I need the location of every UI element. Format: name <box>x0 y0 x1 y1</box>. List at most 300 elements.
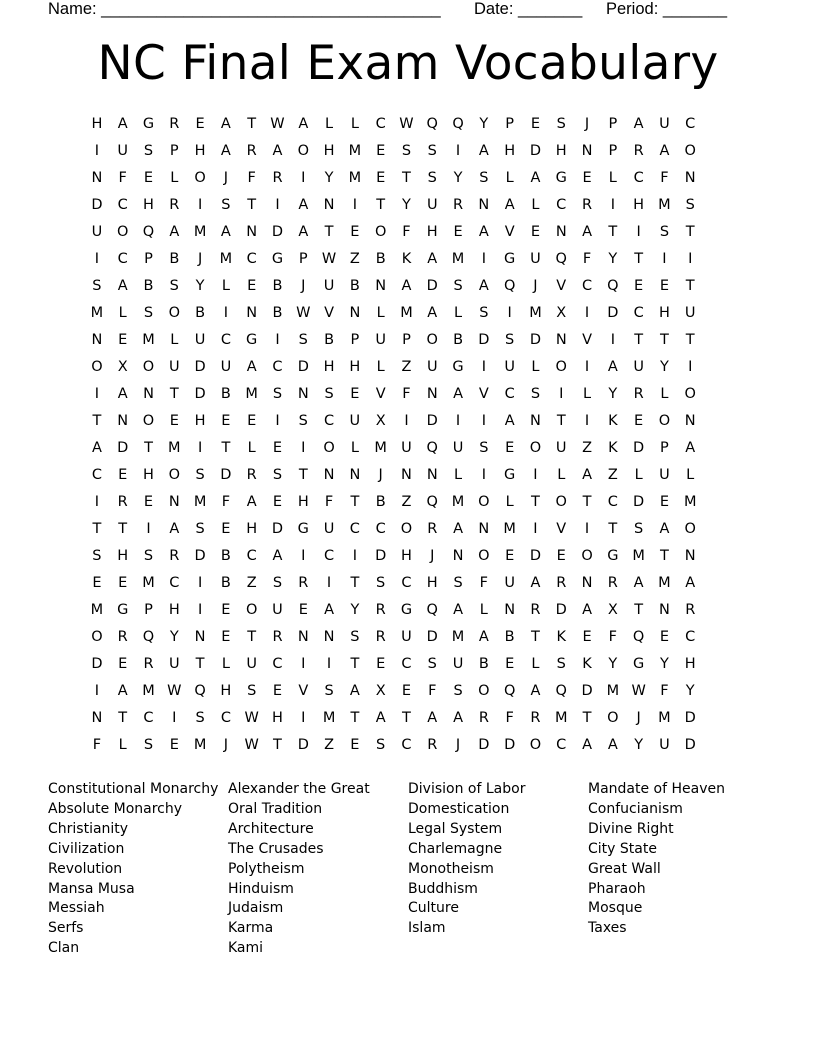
grid-letter[interactable]: A <box>272 143 283 159</box>
grid-letter[interactable]: B <box>478 656 489 672</box>
grid-letter[interactable]: E <box>350 737 360 753</box>
grid-letter[interactable]: E <box>634 413 644 429</box>
grid-letter[interactable]: H <box>684 656 696 672</box>
grid-letter[interactable]: U <box>168 359 180 375</box>
grid-letter[interactable]: I <box>301 548 306 564</box>
grid-letter[interactable]: N <box>246 224 258 240</box>
grid-letter[interactable]: E <box>350 386 360 402</box>
grid-letter[interactable]: E <box>659 494 670 510</box>
grid-letter[interactable]: G <box>400 602 413 618</box>
grid-letter[interactable]: A <box>685 575 696 591</box>
grid-letter[interactable]: B <box>195 305 206 321</box>
grid-letter[interactable]: O <box>400 521 413 537</box>
grid-letter[interactable]: H <box>272 710 283 726</box>
grid-letter[interactable]: M <box>348 143 362 159</box>
grid-letter[interactable]: F <box>660 170 669 186</box>
grid-letter[interactable]: S <box>143 143 154 159</box>
grid-letter[interactable]: F <box>402 224 411 240</box>
grid-letter[interactable]: J <box>223 170 229 186</box>
grid-letter[interactable]: M <box>658 575 671 591</box>
grid-letter[interactable]: U <box>349 413 361 429</box>
grid-letter[interactable]: I <box>352 197 357 213</box>
grid-letter[interactable]: E <box>401 683 412 699</box>
grid-letter[interactable]: S <box>195 467 205 483</box>
grid-letter[interactable]: M <box>658 710 671 726</box>
grid-letter[interactable]: M <box>451 629 465 645</box>
grid-letter[interactable]: N <box>504 602 516 618</box>
grid-letter[interactable]: E <box>195 116 205 132</box>
grid-letter[interactable]: F <box>660 683 669 699</box>
grid-letter[interactable]: H <box>426 575 438 591</box>
grid-letter[interactable]: U <box>452 656 464 672</box>
grid-letter[interactable]: N <box>401 467 412 483</box>
grid-letter[interactable]: A <box>427 251 438 267</box>
grid-letter[interactable]: Y <box>350 602 360 618</box>
grid-letter[interactable]: O <box>194 170 206 186</box>
grid-letter[interactable]: A <box>246 494 257 510</box>
grid-letter[interactable]: I <box>533 467 538 483</box>
grid-letter[interactable]: A <box>117 386 128 402</box>
grid-letter[interactable]: M <box>193 224 207 240</box>
grid-letter[interactable]: D <box>375 548 387 564</box>
grid-letter[interactable]: T <box>118 710 128 726</box>
grid-letter[interactable]: E <box>118 467 128 483</box>
grid-letter[interactable]: F <box>92 737 102 753</box>
grid-letter[interactable]: B <box>453 332 464 348</box>
grid-letter[interactable]: C <box>556 197 567 213</box>
grid-letter[interactable]: N <box>323 467 335 483</box>
grid-letter[interactable]: E <box>247 413 257 429</box>
grid-letter[interactable]: V <box>556 278 567 294</box>
grid-letter[interactable]: L <box>454 305 463 321</box>
grid-letter[interactable]: D <box>194 359 206 375</box>
grid-letter[interactable]: R <box>117 494 128 510</box>
grid-letter[interactable]: Q <box>607 278 619 294</box>
grid-letter[interactable]: T <box>376 197 386 213</box>
grid-letter[interactable]: L <box>170 332 179 348</box>
grid-letter[interactable]: E <box>582 170 592 186</box>
grid-letter[interactable]: T <box>324 224 334 240</box>
name-field[interactable]: Name: _____________________________________ <box>48 0 441 18</box>
grid-letter[interactable]: U <box>659 116 670 132</box>
grid-letter[interactable]: D <box>426 413 438 429</box>
grid-letter[interactable]: S <box>634 521 644 537</box>
grid-letter[interactable]: C <box>349 521 360 537</box>
grid-letter[interactable]: R <box>169 197 180 213</box>
grid-letter[interactable]: Y <box>685 683 695 699</box>
grid-letter[interactable]: D <box>529 143 542 159</box>
grid-letter[interactable]: R <box>427 521 438 537</box>
grid-letter[interactable]: I <box>610 332 615 348</box>
grid-letter[interactable]: O <box>684 143 696 159</box>
grid-letter[interactable]: E <box>272 494 283 510</box>
grid-letter[interactable]: U <box>117 143 128 159</box>
grid-letter[interactable]: I <box>636 224 641 240</box>
grid-letter[interactable]: E <box>530 224 541 240</box>
grid-letter[interactable]: O <box>168 305 180 321</box>
grid-letter[interactable]: T <box>350 575 360 591</box>
grid-letter[interactable]: I <box>94 494 100 510</box>
grid-letter[interactable]: J <box>223 737 229 753</box>
grid-letter[interactable]: U <box>220 359 232 375</box>
grid-letter[interactable]: G <box>504 467 516 483</box>
grid-letter[interactable]: I <box>326 656 332 672</box>
grid-letter[interactable]: U <box>168 656 180 672</box>
grid-letter[interactable]: I <box>197 602 203 618</box>
grid-letter[interactable]: I <box>172 710 177 726</box>
grid-letter[interactable]: V <box>504 224 515 240</box>
grid-letter[interactable]: N <box>246 305 258 321</box>
grid-letter[interactable]: I <box>94 683 100 699</box>
grid-letter[interactable]: H <box>117 548 129 564</box>
grid-letter[interactable]: O <box>91 359 103 375</box>
grid-letter[interactable]: X <box>556 305 567 321</box>
grid-letter[interactable]: B <box>220 386 231 402</box>
grid-letter[interactable]: A <box>633 116 644 132</box>
grid-letter[interactable]: I <box>94 386 100 402</box>
grid-letter[interactable]: E <box>634 278 644 294</box>
grid-letter[interactable]: I <box>688 251 693 267</box>
grid-letter[interactable]: I <box>94 143 100 159</box>
grid-letter[interactable]: E <box>376 656 386 672</box>
grid-letter[interactable]: D <box>607 305 619 321</box>
grid-letter[interactable]: D <box>504 737 516 753</box>
grid-letter[interactable]: T <box>169 386 179 402</box>
grid-letter[interactable]: O <box>684 521 696 537</box>
grid-letter[interactable]: N <box>478 521 490 537</box>
grid-letter[interactable]: S <box>143 737 154 753</box>
grid-letter[interactable]: R <box>117 629 128 645</box>
grid-letter[interactable]: B <box>272 278 283 294</box>
grid-letter[interactable]: P <box>144 251 153 267</box>
grid-letter[interactable]: N <box>426 467 438 483</box>
grid-letter[interactable]: J <box>197 251 203 267</box>
grid-letter[interactable]: Y <box>324 170 334 186</box>
grid-letter[interactable]: T <box>685 332 695 348</box>
grid-letter[interactable]: S <box>376 737 386 753</box>
grid-letter[interactable]: U <box>375 332 386 348</box>
grid-letter[interactable]: A <box>478 224 489 240</box>
grid-letter[interactable]: I <box>584 521 590 537</box>
grid-letter[interactable]: R <box>556 575 567 591</box>
grid-letter[interactable]: Y <box>608 251 618 267</box>
grid-letter[interactable]: Q <box>194 683 206 699</box>
grid-letter[interactable]: S <box>427 170 437 186</box>
period-field[interactable]: Period: _______ <box>606 0 728 18</box>
grid-letter[interactable]: D <box>529 332 542 348</box>
grid-letter[interactable]: C <box>581 278 593 294</box>
grid-letter[interactable]: E <box>582 629 592 645</box>
grid-letter[interactable]: S <box>143 305 154 321</box>
grid-letter[interactable]: B <box>375 494 386 510</box>
grid-letter[interactable]: V <box>556 521 567 537</box>
grid-letter[interactable]: N <box>297 629 309 645</box>
grid-letter[interactable]: I <box>301 710 306 726</box>
grid-letter[interactable]: R <box>298 575 309 591</box>
grid-letter[interactable]: C <box>246 548 257 564</box>
grid-letter[interactable]: A <box>685 440 696 456</box>
grid-letter[interactable]: T <box>634 602 644 618</box>
grid-letter[interactable]: P <box>608 116 618 132</box>
grid-letter[interactable]: M <box>245 386 258 402</box>
grid-letter[interactable]: J <box>455 737 461 753</box>
grid-letter[interactable]: E <box>376 170 386 186</box>
grid-letter[interactable]: M <box>219 251 233 267</box>
grid-letter[interactable]: F <box>402 386 411 402</box>
grid-letter[interactable]: V <box>478 386 489 402</box>
grid-letter[interactable]: C <box>685 629 696 645</box>
grid-letter[interactable]: M <box>658 197 671 213</box>
grid-letter[interactable]: A <box>220 224 231 240</box>
grid-letter[interactable]: H <box>143 467 154 483</box>
grid-letter[interactable]: L <box>247 440 256 456</box>
grid-letter[interactable]: U <box>684 305 696 321</box>
grid-letter[interactable]: C <box>375 521 386 537</box>
grid-letter[interactable]: S <box>659 224 670 240</box>
grid-letter[interactable]: N <box>91 332 103 348</box>
grid-letter[interactable]: N <box>426 386 438 402</box>
grid-letter[interactable]: A <box>117 683 128 699</box>
grid-letter[interactable]: N <box>555 224 567 240</box>
grid-letter[interactable]: S <box>685 197 695 213</box>
grid-letter[interactable]: U <box>504 359 515 375</box>
grid-letter[interactable]: R <box>375 602 386 618</box>
grid-letter[interactable]: E <box>505 548 515 564</box>
grid-letter[interactable]: R <box>685 602 696 618</box>
grid-letter[interactable]: U <box>426 359 438 375</box>
grid-letter[interactable]: U <box>323 278 335 294</box>
grid-letter[interactable]: S <box>453 575 463 591</box>
grid-letter[interactable]: Q <box>426 440 438 456</box>
grid-letter[interactable]: Y <box>402 197 411 213</box>
grid-letter[interactable]: W <box>244 710 259 726</box>
grid-letter[interactable]: G <box>246 332 258 348</box>
grid-letter[interactable]: D <box>581 683 593 699</box>
grid-letter[interactable]: A <box>298 116 309 132</box>
grid-letter[interactable]: L <box>686 467 695 483</box>
grid-letter[interactable]: A <box>298 197 309 213</box>
grid-letter[interactable]: A <box>504 413 515 429</box>
grid-letter[interactable]: S <box>376 575 386 591</box>
grid-letter[interactable]: L <box>608 170 617 186</box>
grid-letter[interactable]: N <box>684 413 696 429</box>
grid-letter[interactable]: E <box>92 575 102 591</box>
grid-letter[interactable]: L <box>221 656 230 672</box>
grid-letter[interactable]: F <box>479 575 489 591</box>
grid-letter[interactable]: L <box>170 170 179 186</box>
grid-letter[interactable]: U <box>555 440 567 456</box>
grid-letter[interactable]: S <box>505 332 515 348</box>
grid-letter[interactable]: M <box>348 170 362 186</box>
grid-letter[interactable]: F <box>505 710 514 726</box>
grid-letter[interactable]: B <box>220 575 231 591</box>
grid-letter[interactable]: F <box>428 683 437 699</box>
grid-letter[interactable]: I <box>301 170 306 186</box>
grid-letter[interactable]: C <box>143 710 154 726</box>
grid-letter[interactable]: C <box>324 413 335 429</box>
grid-letter[interactable]: Y <box>660 656 669 672</box>
grid-letter[interactable]: G <box>504 251 516 267</box>
grid-letter[interactable]: U <box>194 332 206 348</box>
grid-letter[interactable]: C <box>169 575 180 591</box>
grid-letter[interactable]: O <box>142 359 155 375</box>
grid-letter[interactable]: R <box>272 629 283 645</box>
grid-letter[interactable]: M <box>90 602 104 618</box>
grid-letter[interactable]: S <box>427 656 437 672</box>
grid-letter[interactable]: G <box>117 602 129 618</box>
grid-letter[interactable]: I <box>481 359 486 375</box>
grid-letter[interactable]: C <box>91 467 102 483</box>
grid-letter[interactable]: R <box>246 143 257 159</box>
grid-letter[interactable]: L <box>479 602 488 618</box>
grid-letter[interactable]: I <box>275 413 280 429</box>
grid-letter[interactable]: E <box>221 602 231 618</box>
grid-letter[interactable]: M <box>168 440 181 456</box>
grid-letter[interactable]: E <box>118 656 128 672</box>
grid-letter[interactable]: O <box>426 332 438 348</box>
grid-letter[interactable]: O <box>684 386 696 402</box>
grid-letter[interactable]: R <box>633 143 644 159</box>
grid-letter[interactable]: A <box>349 683 360 699</box>
grid-letter[interactable]: Q <box>142 224 155 240</box>
grid-letter[interactable]: R <box>530 602 541 618</box>
grid-letter[interactable]: O <box>374 224 387 240</box>
grid-letter[interactable]: S <box>272 467 283 483</box>
grid-letter[interactable]: B <box>375 251 386 267</box>
grid-letter[interactable]: S <box>247 683 257 699</box>
grid-letter[interactable]: P <box>505 116 515 132</box>
grid-letter[interactable]: W <box>244 737 259 753</box>
grid-letter[interactable]: N <box>323 197 335 213</box>
grid-letter[interactable]: T <box>608 521 618 537</box>
grid-letter[interactable]: P <box>660 440 669 456</box>
grid-letter[interactable]: C <box>607 494 618 510</box>
grid-letter[interactable]: D <box>684 737 696 753</box>
grid-letter[interactable]: M <box>503 521 516 537</box>
grid-letter[interactable]: O <box>91 629 103 645</box>
grid-letter[interactable]: N <box>349 305 361 321</box>
grid-letter[interactable]: P <box>402 332 411 348</box>
grid-letter[interactable]: L <box>376 305 385 321</box>
grid-letter[interactable]: Q <box>632 629 645 645</box>
grid-letter[interactable]: E <box>376 143 386 159</box>
grid-letter[interactable]: S <box>479 170 489 186</box>
grid-letter[interactable]: S <box>143 548 154 564</box>
grid-letter[interactable]: I <box>197 197 203 213</box>
grid-letter[interactable]: H <box>246 521 258 537</box>
grid-letter[interactable]: L <box>531 197 540 213</box>
grid-letter[interactable]: R <box>143 656 154 672</box>
grid-letter[interactable]: Z <box>349 251 360 267</box>
grid-letter[interactable]: Z <box>324 737 335 753</box>
grid-letter[interactable]: I <box>223 305 229 321</box>
grid-letter[interactable]: M <box>142 332 155 348</box>
grid-letter[interactable]: N <box>297 386 309 402</box>
grid-letter[interactable]: M <box>142 575 155 591</box>
grid-letter[interactable]: U <box>323 521 335 537</box>
grid-letter[interactable]: F <box>118 170 127 186</box>
grid-letter[interactable]: O <box>581 548 593 564</box>
grid-letter[interactable]: C <box>633 305 644 321</box>
grid-letter[interactable]: E <box>350 224 360 240</box>
grid-letter[interactable]: A <box>117 116 128 132</box>
grid-letter[interactable]: H <box>658 305 670 321</box>
grid-letter[interactable]: U <box>504 575 515 591</box>
grid-letter[interactable]: R <box>582 197 593 213</box>
grid-letter[interactable]: F <box>582 251 592 267</box>
grid-letter[interactable]: N <box>659 602 670 618</box>
grid-letter[interactable]: X <box>607 602 618 618</box>
grid-letter[interactable]: O <box>323 440 335 456</box>
grid-letter[interactable]: Q <box>503 278 516 294</box>
grid-letter[interactable]: O <box>529 440 542 456</box>
grid-letter[interactable]: E <box>247 278 257 294</box>
grid-letter[interactable]: G <box>555 170 567 186</box>
grid-letter[interactable]: Z <box>607 467 618 483</box>
grid-letter[interactable]: I <box>481 413 486 429</box>
grid-letter[interactable]: S <box>92 548 102 564</box>
grid-letter[interactable]: I <box>507 305 512 321</box>
grid-letter[interactable]: A <box>453 602 464 618</box>
grid-letter[interactable]: A <box>530 575 541 591</box>
grid-letter[interactable]: E <box>143 170 154 186</box>
grid-letter[interactable]: I <box>326 575 332 591</box>
grid-letter[interactable]: E <box>221 413 231 429</box>
grid-letter[interactable]: Y <box>660 359 669 375</box>
grid-letter[interactable]: T <box>144 440 153 456</box>
grid-letter[interactable]: V <box>375 386 386 402</box>
grid-letter[interactable]: C <box>685 116 696 132</box>
grid-letter[interactable]: H <box>168 602 180 618</box>
grid-letter[interactable]: S <box>453 278 463 294</box>
grid-letter[interactable]: N <box>117 413 129 429</box>
grid-letter[interactable]: A <box>582 467 592 483</box>
grid-letter[interactable]: I <box>275 197 280 213</box>
grid-letter[interactable]: C <box>117 197 128 213</box>
grid-letter[interactable]: A <box>453 386 464 402</box>
grid-letter[interactable]: D <box>555 602 567 618</box>
grid-letter[interactable]: I <box>197 440 203 456</box>
grid-letter[interactable]: O <box>478 548 490 564</box>
grid-letter[interactable]: N <box>323 629 335 645</box>
grid-letter[interactable]: B <box>349 278 360 294</box>
grid-letter[interactable]: H <box>349 359 361 375</box>
grid-letter[interactable]: A <box>324 602 335 618</box>
grid-letter[interactable]: Z <box>401 359 412 375</box>
grid-letter[interactable]: I <box>584 359 590 375</box>
grid-letter[interactable]: Q <box>555 251 567 267</box>
grid-letter[interactable]: G <box>452 359 464 375</box>
grid-letter[interactable]: P <box>350 332 360 348</box>
grid-letter[interactable]: T <box>350 656 360 672</box>
grid-letter[interactable]: P <box>608 143 618 159</box>
grid-letter[interactable]: O <box>529 737 542 753</box>
grid-letter[interactable]: T <box>350 494 360 510</box>
grid-letter[interactable]: T <box>402 710 411 726</box>
grid-letter[interactable]: L <box>557 467 566 483</box>
grid-letter[interactable]: T <box>195 656 205 672</box>
grid-letter[interactable]: W <box>270 116 285 132</box>
grid-letter[interactable]: K <box>401 251 412 267</box>
grid-letter[interactable]: M <box>322 710 336 726</box>
grid-letter[interactable]: R <box>169 548 180 564</box>
grid-letter[interactable]: E <box>556 548 566 564</box>
grid-letter[interactable]: S <box>453 683 463 699</box>
grid-letter[interactable]: U <box>91 224 103 240</box>
grid-letter[interactable]: E <box>505 656 515 672</box>
grid-letter[interactable]: G <box>142 116 155 132</box>
grid-letter[interactable]: A <box>453 710 464 726</box>
